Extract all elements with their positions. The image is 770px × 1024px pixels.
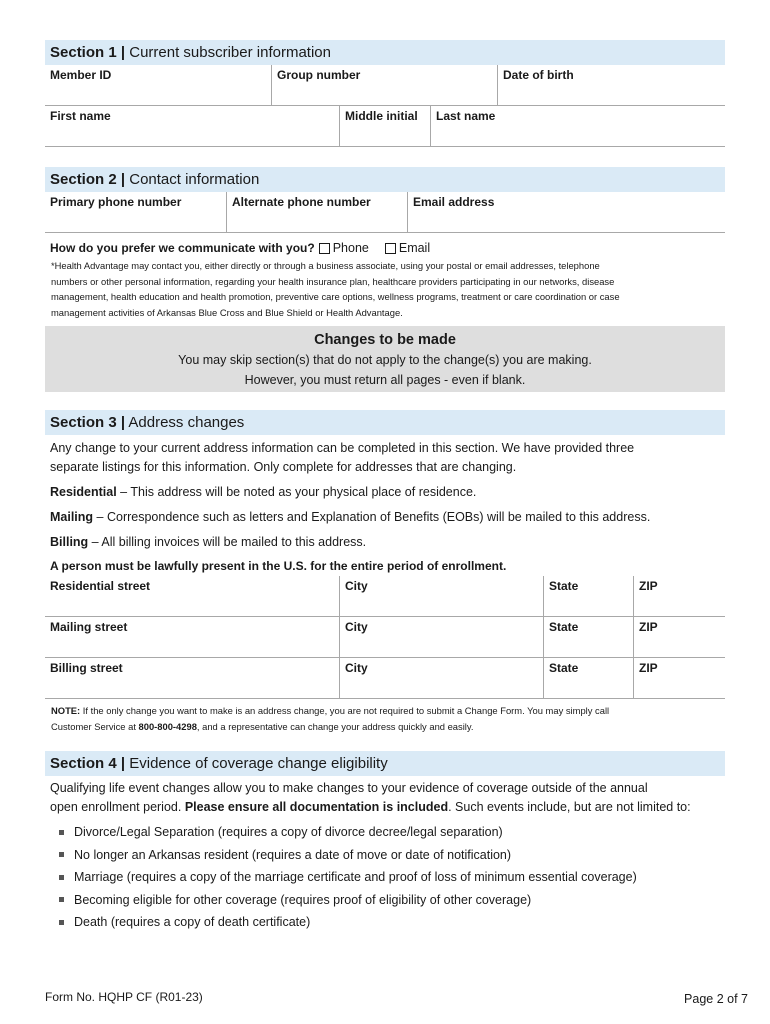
section1-row2 <box>45 106 725 147</box>
fine-print-line: numbers or other personal information, regarding your health insurance plan, healthcare providers participating in our networks, disease <box>51 275 615 287</box>
phone-checkbox[interactable] <box>319 243 330 254</box>
residential-address-row <box>45 576 725 617</box>
mailing-street-field[interactable]: Mailing street <box>50 620 128 634</box>
note-text2a: Customer Service at <box>51 720 139 732</box>
communication-preference <box>45 239 725 257</box>
billing-description <box>45 533 725 552</box>
group-number-field[interactable]: Group number <box>271 65 497 105</box>
mailing-state-field[interactable]: State <box>543 617 633 657</box>
section4-intro-line2c: . Such events include, but are not limited to: <box>448 800 691 814</box>
changes-heading: Changes to be made <box>314 332 456 348</box>
list-item <box>45 866 725 889</box>
list-item-text: Divorce/Legal Separation (requires a copy of divorce decree/legal separation) <box>74 825 503 839</box>
billing-street-field[interactable]: Billing street <box>50 661 123 675</box>
residential-label: Residential <box>50 485 117 499</box>
alternate-phone-field[interactable]: Alternate phone number <box>226 192 407 232</box>
residential-zip-field[interactable]: ZIP <box>633 576 725 616</box>
section2-title: Contact information <box>129 171 260 188</box>
pref-question: How do you prefer we communicate with you? <box>50 241 315 255</box>
pref-phone-label: Phone <box>332 241 369 255</box>
mailing-city-field[interactable]: City <box>339 617 543 657</box>
residential-state-field[interactable]: State <box>543 576 633 616</box>
list-item-text: Becoming eligible for other coverage (requires proof of eligibility of other coverage) <box>74 892 532 907</box>
residential-city-field[interactable]: City <box>339 576 543 616</box>
section4-title: Evidence of coverage change eligibility <box>129 755 388 772</box>
address-note <box>45 703 725 734</box>
mailing-text: – Correspondence such as letters and Explanation of Benefits (EOBs) will be mailed to this address. <box>93 510 651 524</box>
last-name-field[interactable]: Last name <box>430 106 725 146</box>
section4-intro-line1: Qualifying life event changes allow you to make changes to your evidence of coverage outside of the annual <box>50 781 648 795</box>
billing-address-row <box>45 658 725 699</box>
section1-row1 <box>45 65 725 106</box>
section2-header <box>45 167 725 192</box>
residential-text: – This address will be noted as your physical place of residence. <box>116 485 477 499</box>
section4-header <box>45 751 725 776</box>
changes-line1: You may skip section(s) that do not apply to the change(s) you are making. <box>178 353 592 367</box>
section4-number: Section 4 | <box>50 755 126 772</box>
pref-phone-option[interactable] <box>319 241 369 255</box>
fine-print-line: management, health education and health promotion, preventive care options, wellness programs, treatment or care coordination or case <box>51 291 620 302</box>
customer-service-phone: 800-800-4298 <box>138 720 197 732</box>
note-line1 <box>45 703 725 719</box>
billing-city-field[interactable]: City <box>339 658 543 698</box>
pref-email-option[interactable] <box>385 241 430 255</box>
list-item-text: No longer an Arkansas resident (requires a date of move or date of notification) <box>74 847 512 862</box>
middle-initial-field[interactable]: Middle initial <box>339 106 430 146</box>
fine-print-line: *Health Advantage may contact you, either directly or through a business associate, using your postal or email addresses, telephone <box>51 260 600 271</box>
billing-zip-field[interactable]: ZIP <box>633 658 725 698</box>
section4-intro <box>45 779 725 817</box>
form-number: Form No. HQHP CF (R01-23) <box>45 990 203 1004</box>
bullet-icon <box>59 875 64 880</box>
date-of-birth-field[interactable]: Date of birth <box>497 65 725 105</box>
note-text2b: , and a representative can change your address quickly and easily. <box>196 720 474 732</box>
list-item <box>45 889 725 912</box>
mailing-description <box>45 508 725 527</box>
bullet-icon <box>59 920 64 925</box>
bullet-icon <box>59 852 64 857</box>
section3-title: Address changes <box>128 414 245 431</box>
life-events-list <box>45 821 725 934</box>
mailing-label: Mailing <box>50 510 94 524</box>
bullet-icon <box>59 830 64 835</box>
list-item-text: Marriage (requires a copy of the marriage certificate and proof of loss of minimum essential coverage) <box>74 870 637 884</box>
note-text1: If the only change you want to make is an address change, you are not required to submit a Change Form. You may simply call <box>80 705 610 716</box>
list-item <box>45 911 725 934</box>
section4-intro-emphasis: Please ensure all documentation is included <box>184 800 449 814</box>
changes-banner <box>45 326 725 392</box>
list-item-text: Death (requires a copy of death certificate) <box>74 915 311 929</box>
section1-header <box>45 40 725 65</box>
email-address-field[interactable]: Email address <box>407 192 725 232</box>
list-item <box>45 821 725 844</box>
residential-street-field[interactable]: Residential street <box>50 579 151 593</box>
fine-print-line: management activities of Arkansas Blue Cross and Blue Shield or Health Advantage. <box>51 306 403 318</box>
billing-label: Billing <box>50 535 89 549</box>
mailing-address-row <box>45 617 725 658</box>
pref-email-label: Email <box>398 241 431 255</box>
section3-intro-line2: separate listings for this information. Only complete for addresses that are changing. <box>50 460 517 474</box>
section3-number: Section 3 | <box>50 414 126 431</box>
note-label: NOTE: <box>51 705 81 716</box>
bullet-icon <box>59 897 64 902</box>
residential-description <box>45 483 725 502</box>
email-checkbox[interactable] <box>385 243 396 254</box>
list-item <box>45 844 725 867</box>
mailing-zip-field[interactable]: ZIP <box>633 617 725 657</box>
section4-intro-line2a: open enrollment period. <box>50 800 185 814</box>
billing-state-field[interactable]: State <box>543 658 633 698</box>
section1-title: Current subscriber information <box>129 44 331 61</box>
member-id-field[interactable]: Member ID <box>50 68 112 82</box>
section4-intro-line2 <box>45 798 725 817</box>
section2-number: Section 2 | <box>50 171 126 188</box>
first-name-field[interactable]: First name <box>50 109 111 123</box>
section3-intro <box>45 439 725 477</box>
section3-intro-line1: Any change to your current address information can be completed in this section. We have provided three <box>50 441 635 455</box>
section3-header <box>45 410 725 435</box>
section2-row1 <box>45 192 725 233</box>
lawful-presence-statement: A person must be lawfully present in the U.S. for the entire period of enrollment. <box>50 559 507 573</box>
section1-number: Section 1 | <box>50 44 126 61</box>
note-line2 <box>45 719 725 735</box>
changes-line2: However, you must return all pages - even if blank. <box>244 373 526 387</box>
fine-print <box>45 258 725 320</box>
page-number: Page 2 of 7 <box>684 992 748 1006</box>
billing-text: – All billing invoices will be mailed to this address. <box>88 535 367 549</box>
primary-phone-field[interactable]: Primary phone number <box>50 195 182 209</box>
